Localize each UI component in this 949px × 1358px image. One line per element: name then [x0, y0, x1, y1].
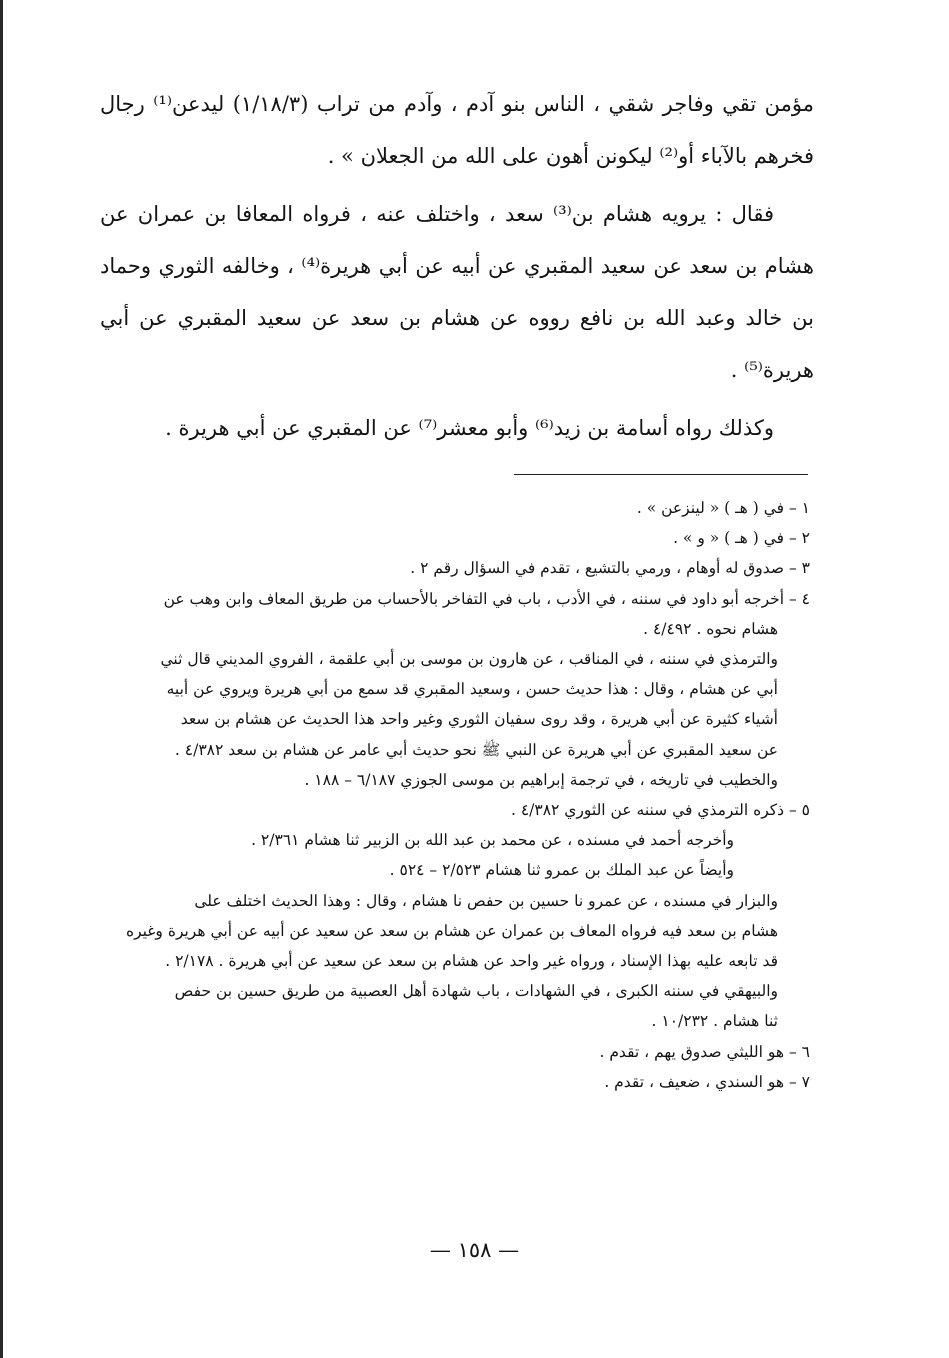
footnote-separator	[514, 474, 808, 475]
footnote-line: والبزار في مسنده ، عن عمرو نا حسين بن حفص نا هشام ، وقال : وهذا الحديث اختلف على	[194, 891, 778, 910]
footnote-line: هشام بن سعد فيه فرواه المعاف بن عمران عن هشام بن سعد عن سعيد عن أبيه عن أبي هريرة وغيره	[125, 921, 778, 940]
footnote-line: ٧ – هو السندي ، ضعيف ، تقدم .	[604, 1072, 810, 1091]
footnote-line: وأخرجه أحمد في مسنده ، عن محمد بن عبد الله بن الزبير ثنا هشام ٢/٣٦١ .	[251, 831, 734, 850]
footnote-line: ٦ – هو الليثي صدوق يهم ، تقدم .	[599, 1042, 810, 1061]
footnote-line: وأيضاً عن عبد الملك بن عمرو ثنا هشام ٢/٥٢٣ – ٥٢٤ .	[389, 861, 734, 880]
footnote-line: عن سعيد المقبري عن أبي هريرة عن النبي ﷺ نحو حديث أبي عامر عن هشام بن سعد ٤/٣٨٢ .	[174, 740, 778, 759]
footnote-line: ٤ – أخرجه أبو داود في سننه ، في الأدب ، باب في التفاخر بالأحساب من طريق المعاف وابن وهب عن	[163, 589, 810, 608]
footnote-line: والبيهقي في سننه الكبرى ، في الشهادات ، باب شهادة أهل العصبية من طريق حسين بن حفص	[174, 982, 778, 1001]
main-paragraph: فقال : يرويه هشام بن⁽³⁾ سعد ، واختلف عنه ، فرواه المعافا بن عمران عن هشام بن سعد عن سعيد المقبري عن أبيه عن أبي هريرة⁽⁴⁾ ، وخالفه الثوري وحماد بن خالد وعبد الله بن نافع رووه عن هشام بن سعد عن سعيد المقبري عن أبي هريرة⁽⁵⁾ .	[100, 202, 814, 382]
footnote-line: ١ – في ( هـ ) « لينزعن » .	[636, 499, 810, 517]
main-text	[100, 78, 814, 454]
footnotes	[108, 493, 810, 1097]
footnote-line: ثنا هشام . ١٠/٢٣٢ .	[651, 1012, 778, 1031]
footnote-line: أبي عن هشام ، وقال : هذا حديث حسن ، وسعيد المقبري قد سمع من أبي هريرة ويروي عن أبيه	[166, 680, 778, 699]
footnote-line: والخطيب في تاريخه ، في ترجمة إبراهيم بن موسى الجوزي ٦/١٨٧ – ١٨٨ .	[304, 770, 778, 789]
footnote-line: ٣ – صدوق له أوهام ، ورمي بالتشيع ، تقدم في السؤال رقم ٢ .	[410, 559, 810, 578]
footnote-line: ٥ – ذكره الترمذي في سننه عن الثوري ٤/٣٨٢ .	[510, 801, 810, 820]
page-number: — ١٥٨ —	[429, 1238, 520, 1262]
footnote-line: ٢ – في ( هـ ) « و » .	[673, 529, 810, 548]
footnote-line: أشياء كثيرة عن أبي هريرة ، وقد روى سفيان الثوري وغير واحد هذا الحديث عن هشام بن سعد	[180, 710, 778, 729]
main-paragraph: وكذلك رواه أسامة بن زيد⁽⁶⁾ وأبو معشر⁽⁷⁾ عن المقبري عن أبي هريرة .	[165, 416, 774, 440]
main-paragraph: مؤمن تقي وفاجر شقي ، الناس بنو آدم ، وآدم من تراب (١/١٨/٣) ليدعن⁽¹⁾ رجال فخرهم بالآباء أو⁽²⁾ ليكونن أهون على الله من الجعلان » .	[100, 92, 814, 168]
footnote-line: والترمذي في سننه ، في المناقب ، عن هارون بن موسى بن أبي علقمة ، الفروي المديني قال ثني	[160, 650, 778, 669]
footnote-line: قد تابعه عليه بهذا الإسناد ، ورواه غير واحد عن هشام بن سعد عن سعيد عن أبي هريرة . ٢/١٧٨ .	[165, 952, 778, 971]
scan-edge	[0, 0, 3, 1358]
footnote-line: هشام نحوه . ٤/٤٩٢ .	[643, 619, 778, 638]
